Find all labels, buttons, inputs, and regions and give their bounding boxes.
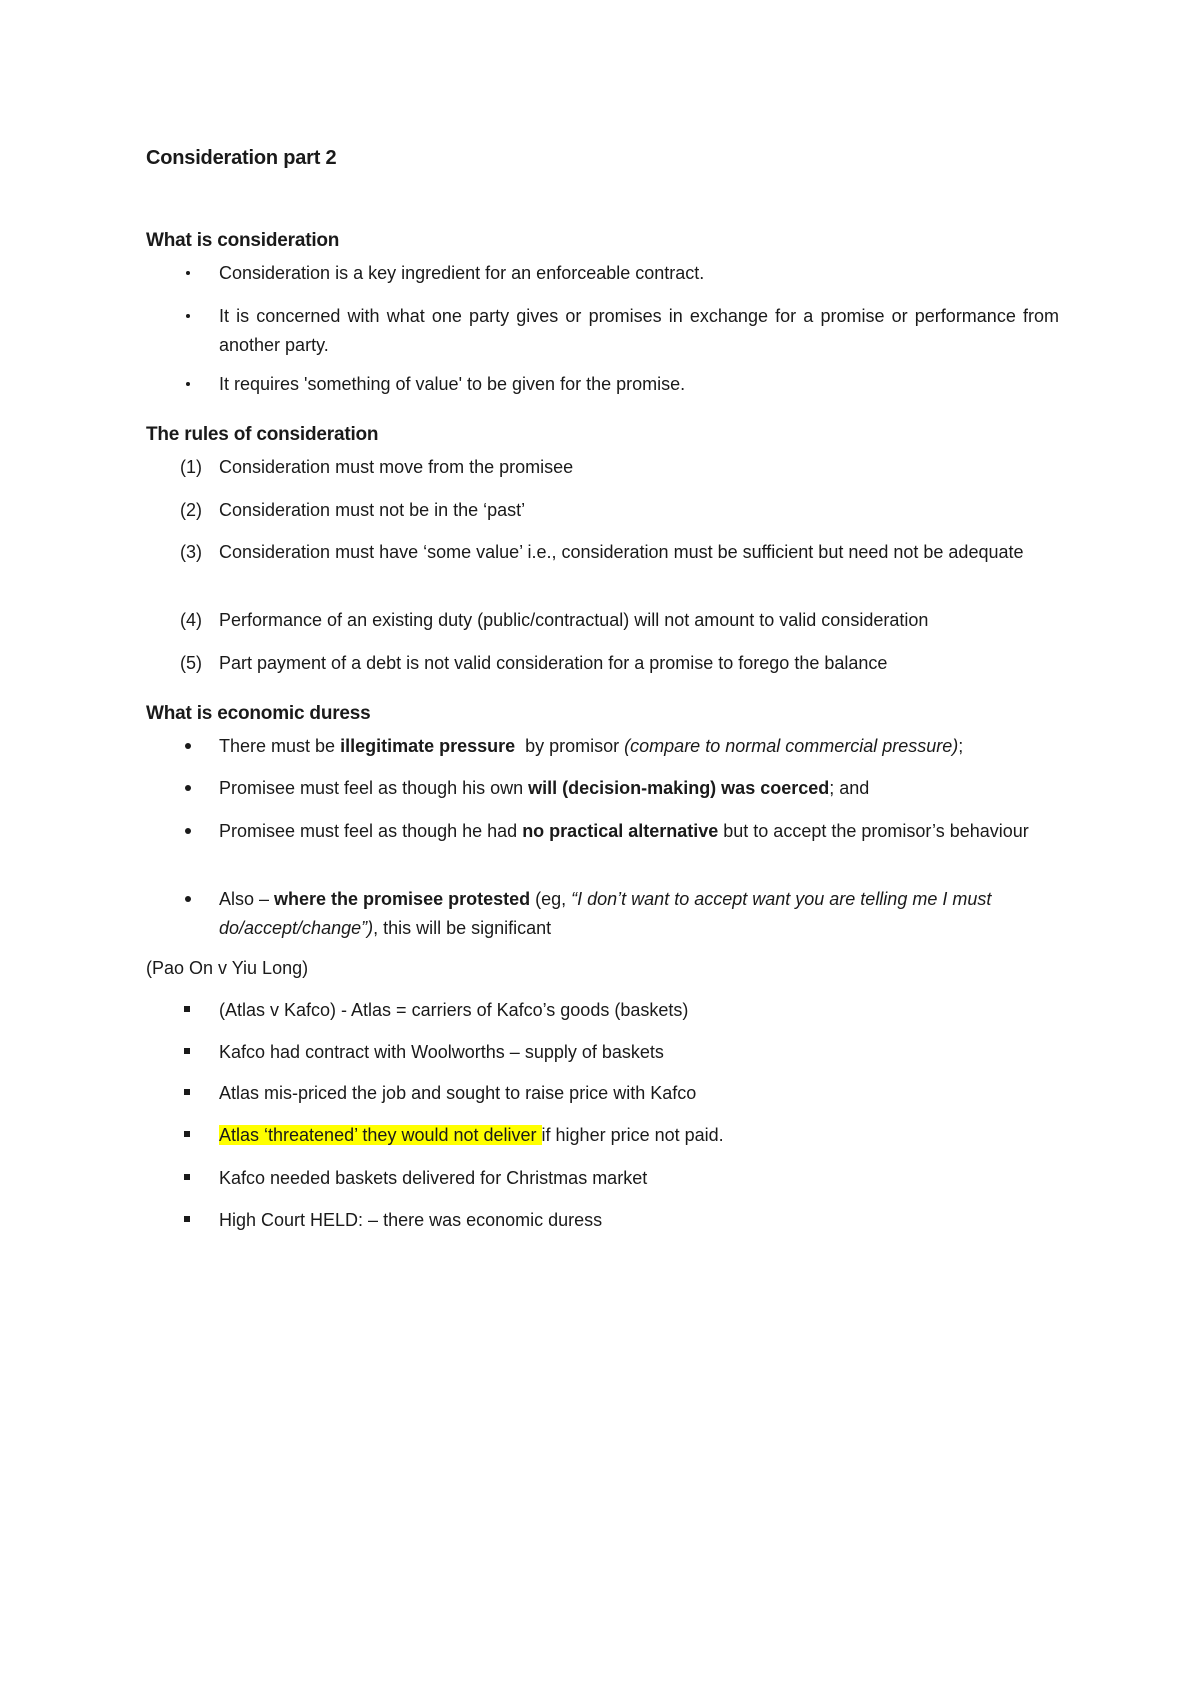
bullet-icon: [186, 314, 190, 318]
heading-rules-of-consideration: The rules of consideration: [146, 424, 379, 445]
square-bullet-icon: [184, 1174, 190, 1180]
heading-economic-duress: What is economic duress: [146, 703, 371, 724]
document-title: Consideration part 2: [146, 147, 337, 169]
list-number: (2): [180, 500, 202, 520]
heading-what-is-consideration: What is consideration: [146, 230, 340, 251]
square-bullet-icon: [184, 1048, 190, 1054]
bullet-icon: [185, 896, 191, 902]
square-bullet-icon: [184, 1216, 190, 1222]
bullet-icon: [185, 828, 191, 834]
case-reference: (Pao On v Yiu Long): [146, 958, 309, 978]
square-bullet-icon: [184, 1006, 190, 1012]
bullet-icon: [185, 743, 191, 749]
list-number: (5): [180, 653, 202, 673]
bullet-icon: [185, 785, 191, 791]
square-bullet-icon: [184, 1131, 190, 1137]
square-bullet-icon: [184, 1089, 190, 1095]
bullet-icon: [186, 382, 190, 386]
list-number: (4): [180, 610, 202, 630]
document-page: Consideration part 2 What is consideration Consideration is a key ingredient for an enforceable contract. It is concerned with what one party gives or promises in exchange for a promise or performance from another party. It requires 'something of value' to be given for the promise. The rules of consideration (1) Consideration must move from the promisee (2) Consideration must not be in the ‘past’ (3) Consideration must have ‘some value’ i.e., consideration must be sufficient but need not be adequate (4) Performance of an existing duty (public/contractual) will not amount to valid consideration (5) Part payment of a debt is not valid consideration for a promise to forego the balance What is economic duress There must be illegitimate pressure by promisor (compare to normal commercial pressure); Promisee must feel as though his own will (decision-making) was coerced; and Promisee must feel as though he had no practical alternative but to accept the promisor’s behaviour Also – where the promisee protested (eg, “I don’t want to accept want you are telling me I must do/accept/change”), this will be significant (Pao On v Yiu Long) (Atlas v Kafco) - Atlas = carriers of Kafco’s goods (baskets) Kafco had contract with Woolworths – supply of baskets Atlas mis-priced the job and sought to raise price with Kafco Atlas ‘threatened’ they would not deliver if higher price not paid. Kafco needed baskets delivered for Christmas market High Court HELD: – there was economic duress: [146, 147, 1059, 1230]
bullet-icon: [186, 271, 190, 275]
list-number: (1): [180, 457, 202, 477]
list-number: (3): [180, 542, 202, 562]
highlighted-text: Atlas ‘threatened’ they would not deliver: [219, 1125, 542, 1145]
